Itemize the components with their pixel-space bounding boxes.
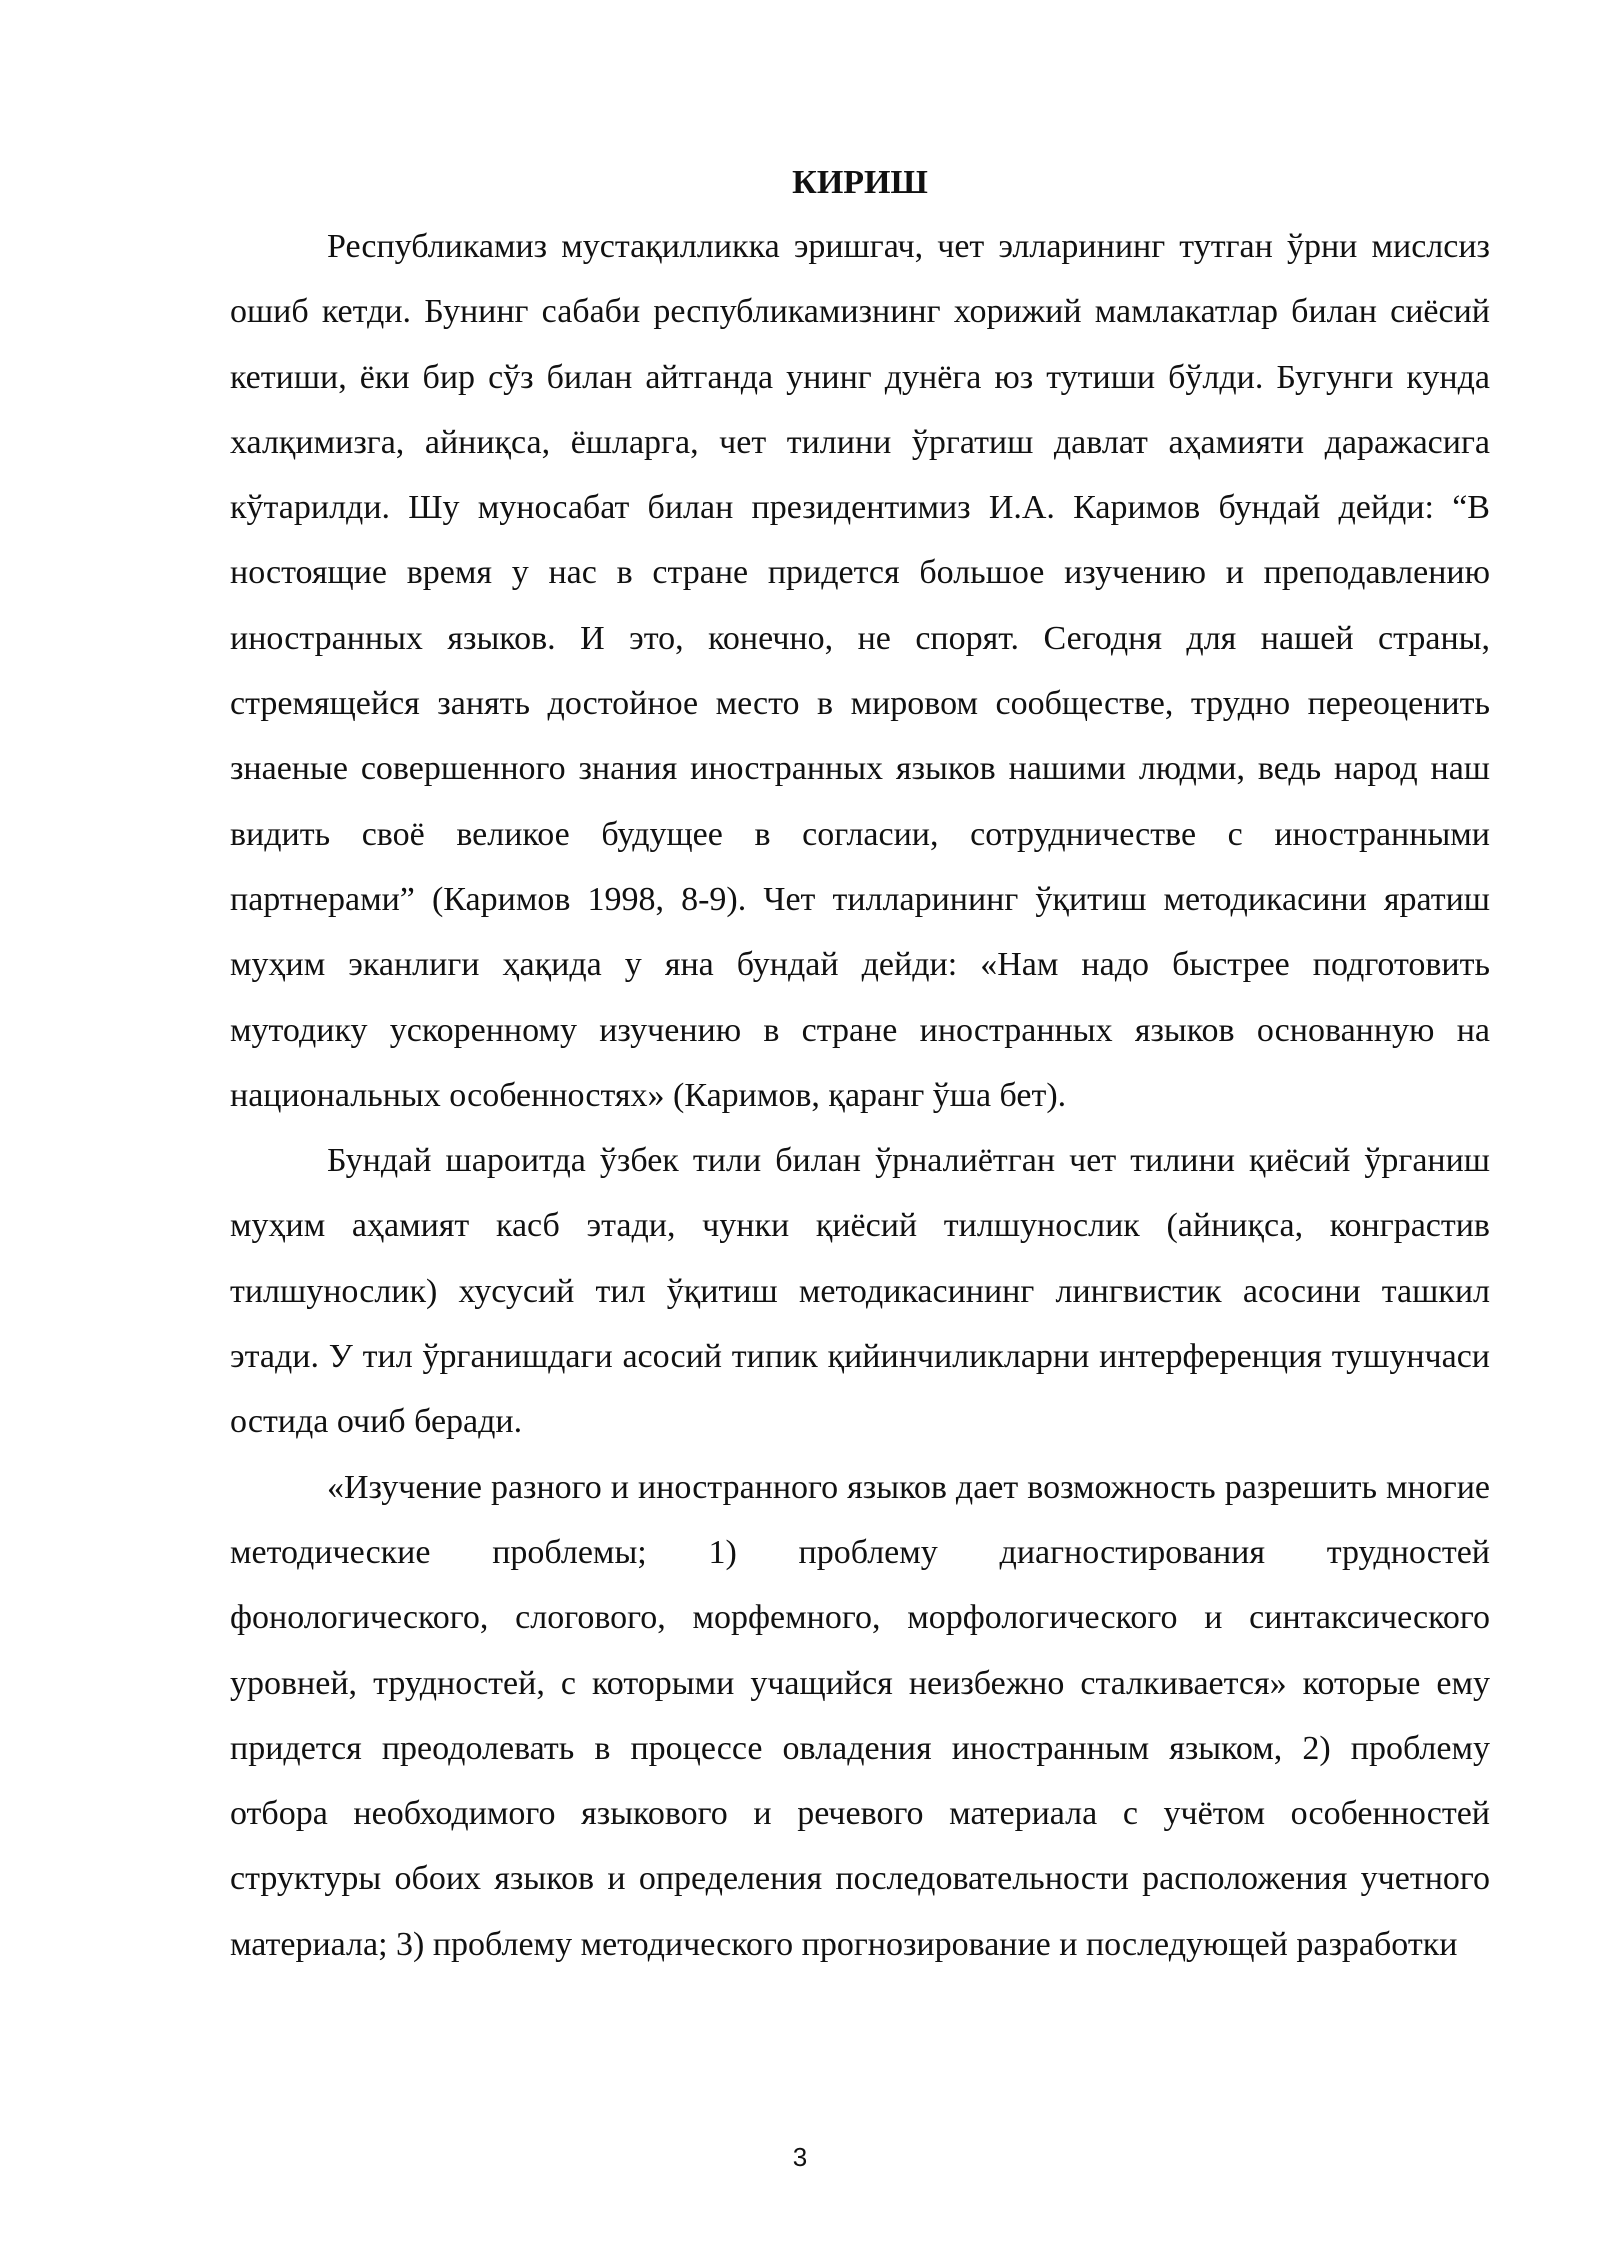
page-number: 3 — [792, 2142, 808, 2172]
page-title: КИРИШ — [792, 164, 928, 201]
paragraph-1: Республикамиз мустақилликка эришгач, чет элларининг тутган ўрни мислсиз ошиб кетди. Бунинг сабаби республикамизнинг хорижий мамлакатлар билан сиёсий кетиши, ёки бир сўз билан айтганда унинг дунёга юз тутиши бўлди. Бугунги кунда халқимизга, айниқса, ёшларга, чет тилини ўргатиш давлат аҳамияти даражасига кўтарилди. Шу муносабат билан президентимиз И.А. Каримов бундай дейди: “В ностоящие время у нас в стране придется большое изучению и преподавлению иностранных языков. И это, конечно, не спорят. Сегодня для нашей страны, стремящейся занять достойное место в мировом сообществе, трудно переоценить знаеные совершенного знания иностранных языков нашими людми, ведь народ наш видить своё великое будущее в согласии, сотрудничестве с иностранными партнерами” (Каримов 1998, 8-9). Чет тилларининг ўқитиш методикасини яратиш муҳим эканлиги ҳақида у яна бундай дейди: «Нам надо быстрее подготовить мутодику ускоренному изучению в стране иностранных языков основанную на национальных особенностях» (Каримов, қаранг ўша бет). — [230, 228, 1490, 1114]
paragraph-3: «Изучение разного и иностранного языков дает возможность разрешить многие методические проблемы; 1) проблему диагностирования трудностей фонологического, слогового, морфемного, морфологического и синтаксического уровней, трудностей, с которыми учащийся неизбежно сталкивается» которые ему придется преодолевать в процессе овладения иностранным языком, 2) проблему отбора необходимого языкового и речевого материала с учётом особенностей структуры обоих языков и определения последовательности расположения учетного материала; 3) проблему методического прогнозирование и последующей разработки — [230, 1468, 1490, 1963]
paragraph-2: Бундай шароитда ўзбек тили билан ўрналиётган чет тилини қиёсий ўрганиш муҳим аҳамият касб этади, чунки қиёсий тилшунослик (айниқса, конграстив тилшунослик) хусусий тил ўқитиш методикасининг лингвистик асосини ташкил этади. У тил ўрганишдаги асосий типик қийинчиликларни интерференция тушунчаси остида очиб беради. — [230, 1142, 1490, 1441]
document-body — [230, 214, 1490, 1977]
